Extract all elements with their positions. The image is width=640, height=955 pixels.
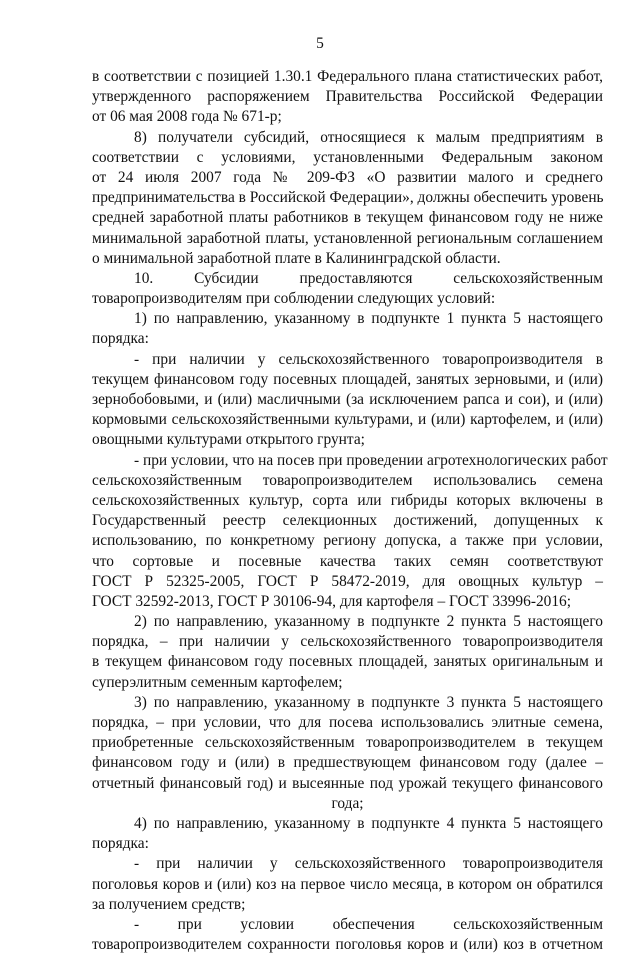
text-line: 3) по направлению, указанному в подпункте 3 пункта 5 настоящего <box>134 693 603 711</box>
paragraph-p-10 <box>92 269 603 309</box>
text-line: ГОСТ Р 52325-2005, ГОСТ Р 58472-2019, для овощных культур – <box>92 572 603 590</box>
page-number: 5 <box>316 35 324 52</box>
text-line: отчетный финансовый год) и высеянные под урожай текущего финансового <box>92 774 603 792</box>
text-line: - при наличии у сельскохозяйственного товаропроизводителя <box>134 855 603 873</box>
text-line: от 24 июля 2007 года № 209-ФЗ «О развитии малого и среднего <box>92 168 603 186</box>
paragraph-p-10-2 <box>92 612 603 693</box>
text-line: ГОСТ 32592-2013, ГОСТ Р 30106-94, для картофеля – ГОСТ 33996-2016; <box>92 592 572 610</box>
text-line: 8) получатели субсидий, относящиеся к малым предприятиям в <box>134 128 603 146</box>
paragraph-p-10-4-b <box>92 915 603 955</box>
text-line: в соответствии с позицией 1.30.1 Федерального плана статистических работ, <box>92 68 603 85</box>
paragraph-p-10-4 <box>92 814 603 854</box>
paragraph-p-8 <box>92 128 603 269</box>
text-line: предпринимательства в Российской Федерации», должны обеспечить уровень <box>92 189 604 207</box>
text-line: утвержденного распоряжением Правительства Российской Федерации <box>92 88 603 106</box>
text-line: использованию, по конкретному региону допуска, а также при условии, <box>92 532 603 550</box>
text-line: овощными культурами открытого грунта; <box>92 431 365 449</box>
text-line: минимальной заработной платы, установленной региональным соглашением <box>92 229 603 247</box>
text-line: - при условии, что на посев при проведении агротехнологических работ <box>134 451 608 469</box>
text-line: зернобобовыми, и (или) масличными (за исключением рапса и сои), и (или) <box>92 391 603 408</box>
text-line: года; <box>331 794 364 812</box>
text-line: сельскохозяйственным товаропроизводителем использовались семена <box>92 471 603 489</box>
text-line: порядка, – при наличии у сельскохозяйственного товаропроизводителя <box>92 633 603 651</box>
text-line: 2) по направлению, указанному в подпункте 2 пункта 5 настоящего <box>134 613 603 631</box>
text-line: 1) по направлению, указанному в подпункте 1 пункта 5 настоящего <box>134 310 603 328</box>
paragraph-p-10-3 <box>92 693 603 814</box>
text-line: - при наличии у сельскохозяйственного товаропроизводителя в <box>134 350 603 368</box>
text-line: порядка: <box>92 835 149 853</box>
text-line: кормовыми сельскохозяйственными культурами, и (или) картофелем, и (или) <box>92 411 603 429</box>
text-line: что сортовые и посевные качества таких семян соответствуют <box>92 552 603 570</box>
text-line: 4) по направлению, указанному в подпункте 4 пункта 5 настоящего <box>134 814 603 832</box>
text-line: за получением средств; <box>92 895 246 913</box>
text-line: товаропроизводителем сохранности поголовья коров и (или) коз в отчетном <box>92 936 603 954</box>
text-line: в текущем финансовом году посевных площадей, занятых оригинальным и <box>92 653 603 671</box>
paragraph-p-10-1-a <box>92 350 603 451</box>
text-line: суперэлитным семенным картофелем; <box>92 673 343 691</box>
text-line: сельскохозяйственных культур, сорта или гибриды которых включены в <box>92 491 603 509</box>
document-body <box>92 67 608 955</box>
text-line: - при условии обеспечения сельскохозяйственным <box>134 915 603 933</box>
paragraph-p-10-1-b <box>92 451 608 613</box>
text-line: средней заработной платы работников в текущем финансовом году не ниже <box>92 209 603 227</box>
text-line: поголовья коров и (или) коз на первое число месяца, в котором он обратился <box>92 875 603 893</box>
paragraph-p-10-4-a <box>92 854 603 915</box>
text-line: 10. Субсидии предоставляются сельскохозяйственным <box>134 269 603 287</box>
text-line: приобретенные сельскохозяйственным товаропроизводителем в текущем <box>92 734 603 752</box>
text-line: товаропроизводителям при соблюдении следующих условий: <box>92 290 496 308</box>
text-line: соответствии с условиями, установленными Федеральным законом <box>92 148 603 166</box>
paragraph-p-intro <box>92 67 603 128</box>
text-line: финансовом году и (или) в предшествующем финансовом году (далее – <box>92 754 603 772</box>
text-line: порядка: <box>92 330 149 348</box>
text-line: текущем финансовом году посевных площадей, занятых зерновыми, и (или) <box>92 370 603 388</box>
text-line: Государственный реестр селекционных достижений, допущенных к <box>92 512 603 530</box>
text-line: от 06 мая 2008 года № 671-р; <box>92 108 282 126</box>
text-line: о минимальной заработной плате в Калининградской области. <box>92 249 501 267</box>
text-line: порядка, – при условии, что для посева использовались элитные семена, <box>92 714 603 731</box>
paragraph-p-10-1 <box>92 309 603 349</box>
